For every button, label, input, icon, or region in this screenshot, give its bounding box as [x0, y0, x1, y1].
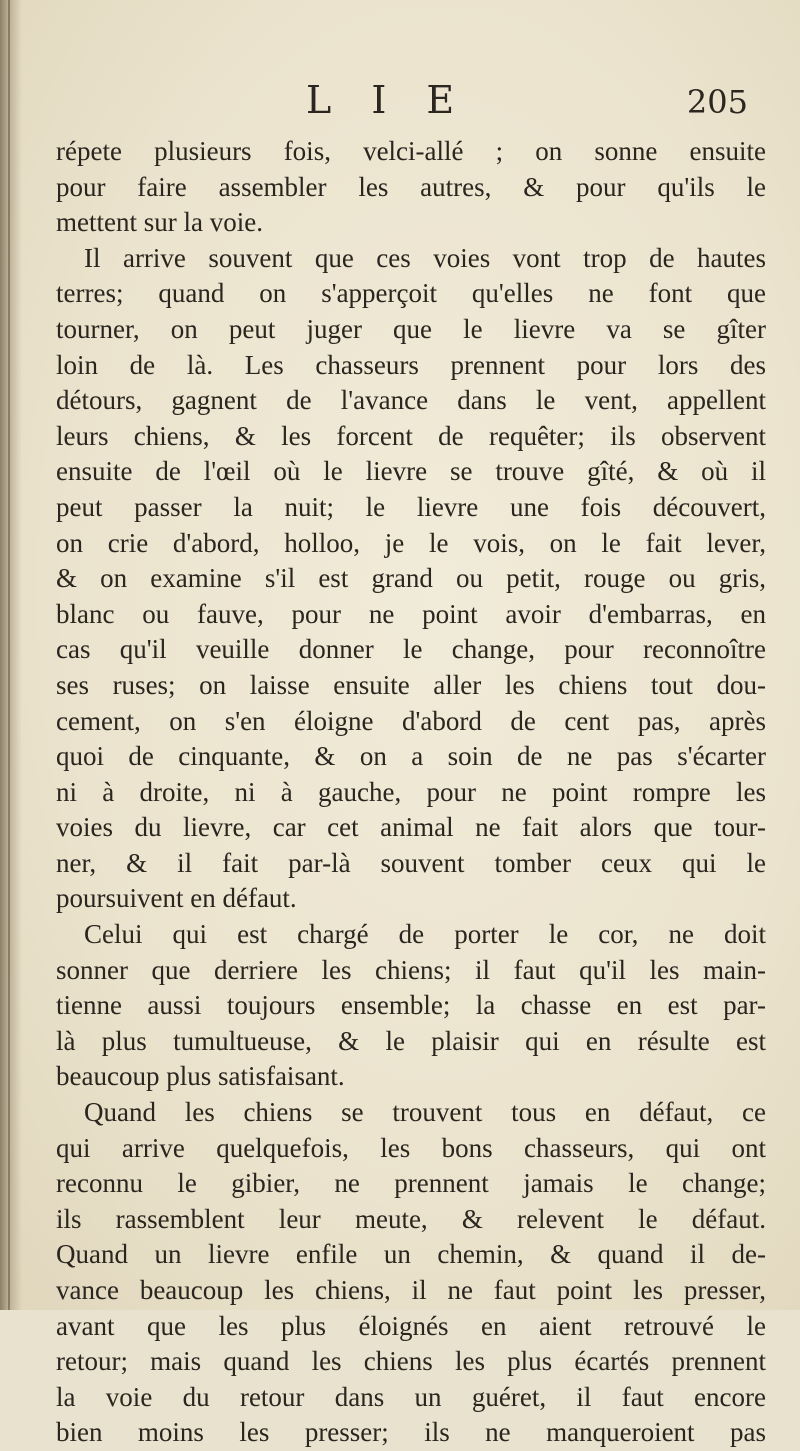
text-line: Quand les chiens se trouvent tous en défaut, ce [84, 1097, 766, 1128]
text-line: poursuivent en défaut. [56, 883, 297, 914]
text-line: reconnu le gibier, ne prennent jamais le change; [56, 1168, 766, 1199]
text-line: beaucoup plus satisfaisant. [56, 1061, 345, 1092]
text-line: sonner que derriere les chiens; il faut qu'il les main- [56, 954, 766, 985]
text-line: on crie d'abord, holloo, je le vois, on le fait lever, [56, 527, 766, 558]
text-line: blanc ou fauve, pour ne point avoir d'embarras, en [56, 598, 766, 629]
gutter-shadow [0, 0, 22, 1310]
text-line: terres; quand on s'apperçoit qu'elles ne font que [56, 278, 766, 309]
page-header [56, 76, 776, 126]
text-line: Quand un lievre enfile un chemin, & quand il de- [56, 1239, 766, 1270]
text-line: bien moins les presser; ils ne manqueroient pas [56, 1417, 766, 1448]
text-line: ils rassemblent leur meute, & relevent le défaut. [56, 1203, 766, 1234]
gutter-edge [8, 0, 10, 1310]
text-line: & on examine s'il est grand ou petit, rouge ou gris, [56, 563, 766, 594]
text-line: Celui qui est chargé de porter le cor, ne doit [84, 919, 766, 950]
text-line: tienne aussi toujours ensemble; la chasse en est par- [56, 990, 766, 1021]
text-line: quoi de cinquante, & on a soin de ne pas s'écarter [56, 741, 766, 772]
text-line: répete plusieurs fois, velci-allé ; on sonne ensuite [56, 136, 766, 166]
text-line: avant que les plus éloignés en aient retrouvé le [56, 1310, 766, 1341]
text-line: tourner, on peut juger que le lievre va se gîter [56, 313, 766, 344]
text-line: la voie du retour dans un guéret, il faut encore [56, 1381, 766, 1412]
text-line: là plus tumultueuse, & le plaisir qui en résulte est [56, 1025, 766, 1056]
text-line: cas qu'il veuille donner le change, pour reconnoître [56, 634, 766, 665]
page-number: 205 [686, 83, 748, 121]
text-line: voies du lievre, car cet animal ne fait alors que tour- [56, 812, 766, 843]
text-line: Il arrive souvent que ces voies vont trop de hautes [84, 242, 766, 273]
text-line: pour faire assembler les autres, & pour qu'ils le [56, 171, 766, 202]
text-line: loin de là. Les chasseurs prennent pour lors des [56, 349, 766, 380]
text-line: vance beaucoup les chiens, il ne faut point les presser, [56, 1275, 766, 1305]
text-line: ensuite de l'œil où le lievre se trouve gîté, & où il [56, 456, 766, 487]
text-line: peut passer la nuit; le lievre une fois découvert, [56, 491, 766, 522]
text-line: leurs chiens, & les forcent de requêter; ils observent [56, 420, 766, 451]
text-line: ni à droite, ni à gauche, pour ne point rompre les [56, 776, 766, 807]
text-line: mettent sur la voie. [56, 207, 263, 238]
text-line: qui arrive quelquefois, les bons chasseurs, qui ont [56, 1132, 766, 1163]
text-line: cement, on s'en éloigne d'abord de cent pas, après [56, 705, 766, 736]
body-text [56, 134, 766, 1451]
running-head: L I E [306, 78, 469, 122]
text-line: ses ruses; on laisse ensuite aller les chiens tout dou- [56, 669, 766, 700]
text-line: ner, & il fait par-là souvent tomber ceux qui le [56, 847, 766, 878]
text-line: détours, gagnent de l'avance dans le vent, appellent [56, 385, 766, 416]
text-line: retour; mais quand les chiens les plus écartés prennent [56, 1346, 766, 1377]
